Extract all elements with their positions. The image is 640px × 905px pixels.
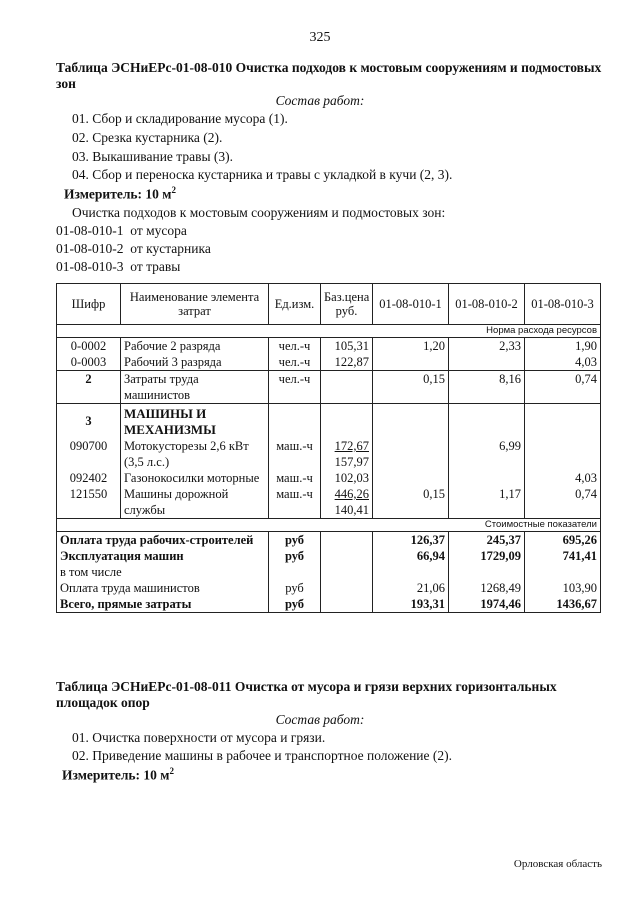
table1-work-3: 03. Выкашивание травы (3). — [72, 149, 234, 164]
variant-code: 01-08-010-1 — [56, 223, 124, 238]
row-code: 121550 — [57, 486, 121, 519]
cost-v3: 741,41 — [525, 548, 601, 564]
cost-v2: 245,37 — [449, 532, 525, 549]
row-v3: 0,74 — [525, 371, 601, 404]
section-norm-label: Норма расхода ресурсов — [57, 325, 601, 338]
table-header-row — [57, 284, 601, 325]
row-price: 122,87 — [321, 354, 373, 371]
cost-name: Оплата труда рабочих-строителей — [57, 532, 269, 549]
row-unit: маш.-ч — [269, 438, 321, 470]
row-price: 172,67 — [334, 439, 369, 453]
row-price-cell — [321, 486, 373, 519]
row-code: 0-0002 — [57, 338, 121, 355]
header-code: Шифр — [57, 284, 121, 325]
section-cost-label: Стоимостные показатели — [57, 519, 601, 532]
table2-meter — [62, 766, 174, 784]
section-norm-row — [57, 325, 601, 338]
variant-desc: от травы — [130, 259, 181, 274]
row-price: 105,31 — [321, 338, 373, 355]
table1-work-1: 01. Сбор и складирование мусора (1). — [72, 111, 288, 126]
table2-meter-label: Измеритель: 10 м — [62, 767, 170, 783]
cost-name: в том числе — [57, 564, 269, 580]
row-name: Рабочий 3 разряда — [121, 354, 269, 371]
cost-v1: 193,31 — [373, 596, 449, 613]
row-v3 — [525, 404, 601, 439]
cost-unit — [269, 564, 321, 580]
cost-unit: руб — [269, 548, 321, 564]
row-v1: 1,20 — [373, 338, 449, 355]
header-name: Наименование элемента затрат — [121, 284, 269, 325]
cost-v3: 1436,67 — [525, 596, 601, 613]
table2-composition-heading: Состав работ: — [275, 712, 365, 727]
table1-variant-2 — [56, 241, 211, 257]
variant-desc: от кустарника — [130, 241, 211, 256]
row-unit: маш.-ч — [269, 470, 321, 486]
table2-meter-sup: 2 — [169, 766, 174, 776]
row-unit: чел.-ч — [269, 354, 321, 371]
cost-name: Оплата труда машинистов — [57, 580, 269, 596]
row-v1 — [373, 404, 449, 439]
cost-price-empty — [321, 580, 373, 596]
variant-code: 01-08-010-2 — [56, 241, 124, 256]
header-price: Баз.цена руб. — [321, 284, 373, 325]
row-v2: 8,16 — [449, 371, 525, 404]
row-name: Мотокусторезы 2,6 кВт (3,5 л.с.) — [121, 438, 269, 470]
row-v1 — [373, 470, 449, 486]
row-code: 0-0003 — [57, 354, 121, 371]
table-row — [57, 371, 601, 404]
table1-work-4: 04. Сбор и переноска кустарника и травы с укладкой в кучи (2, 3). — [72, 167, 453, 182]
table-row — [57, 404, 601, 439]
row-name: Рабочие 2 разряда — [121, 338, 269, 355]
cost-name: Эксплуатация машин — [57, 548, 269, 564]
row-name: Газонокосилки моторные — [121, 470, 269, 486]
cost-v2: 1974,46 — [449, 596, 525, 613]
table1-variant-3 — [56, 259, 180, 275]
table1-work-2: 02. Срезка кустарника (2). — [72, 130, 223, 145]
cost-v3 — [525, 564, 601, 580]
cost-unit: руб — [269, 532, 321, 549]
section-cost-row — [57, 519, 601, 532]
row-v3: 0,74 — [525, 486, 601, 519]
row-v2 — [449, 404, 525, 439]
cost-price-empty — [321, 532, 373, 549]
row-v2 — [449, 470, 525, 486]
row-v1 — [373, 438, 449, 470]
table1-composition-heading: Состав работ: — [275, 93, 365, 108]
row-v3: 4,03 — [525, 354, 601, 371]
row-v1: 0,15 — [373, 486, 449, 519]
resource-table — [56, 283, 601, 613]
row-v1 — [373, 354, 449, 371]
row-price: 446,26 — [334, 487, 369, 501]
cost-price-empty — [321, 548, 373, 564]
row-code: 090700 — [57, 438, 121, 470]
cost-row — [57, 548, 601, 564]
table2-title-line2: площадок опор — [56, 695, 150, 710]
cost-row — [57, 580, 601, 596]
cost-row — [57, 532, 601, 549]
cost-row — [57, 564, 601, 580]
header-unit: Ед.изм. — [269, 284, 321, 325]
row-v2: 1,17 — [449, 486, 525, 519]
table-row — [57, 338, 601, 355]
row-unit: маш.-ч — [269, 486, 321, 519]
variant-code: 01-08-010-3 — [56, 259, 124, 274]
table1-meter-label: Измеритель: 10 м — [64, 186, 172, 202]
row-code: 092402 — [57, 470, 121, 486]
row-unit: чел.-ч — [269, 338, 321, 355]
row-unit — [269, 404, 321, 439]
cost-v2: 1268,49 — [449, 580, 525, 596]
row-v2: 2,33 — [449, 338, 525, 355]
table-row — [57, 470, 601, 486]
row-price2: 140,41 — [334, 503, 369, 517]
row-price-cell — [321, 438, 373, 470]
page-number: 325 — [309, 30, 331, 45]
table2-title-line1: Таблица ЭСНиЕРс-01-08-011 Очистка от мусора и грязи верхних горизонтальных — [56, 679, 557, 694]
cost-v1 — [373, 564, 449, 580]
row-name: МАШИНЫ И МЕХАНИЗМЫ — [121, 404, 269, 439]
row-v2: 6,99 — [449, 438, 525, 470]
table1-meter — [64, 185, 176, 203]
row-v3 — [525, 438, 601, 470]
table-row — [57, 438, 601, 470]
table1-title-line1: Таблица ЭСНиЕРс-01-08-010 Очистка подходов к мостовым сооружениям и подмостовых — [56, 60, 602, 75]
cost-v1: 21,06 — [373, 580, 449, 596]
table-row — [57, 486, 601, 519]
table1-meter-sup: 2 — [171, 185, 176, 195]
row-code: 3 — [57, 404, 121, 439]
table2-work-1: 01. Очистка поверхности от мусора и грязи. — [72, 730, 326, 745]
cost-unit: руб — [269, 580, 321, 596]
table1-intro: Очистка подходов к мостовым сооружениям и подмостовых зон: — [72, 205, 446, 220]
row-v2 — [449, 354, 525, 371]
row-price — [321, 371, 373, 404]
cost-price-empty — [321, 596, 373, 613]
row-name: Машины дорожной службы — [121, 486, 269, 519]
cost-name: Всего, прямые затраты — [57, 596, 269, 613]
table-row — [57, 354, 601, 371]
header-c2: 01-08-010-2 — [449, 284, 525, 325]
cost-v1: 66,94 — [373, 548, 449, 564]
row-price: 102,03 — [321, 470, 373, 486]
table1-variant-1 — [56, 223, 187, 239]
cost-v2 — [449, 564, 525, 580]
variant-desc: от мусора — [130, 223, 187, 238]
row-v3: 4,03 — [525, 470, 601, 486]
row-unit: чел.-ч — [269, 371, 321, 404]
cost-unit: руб — [269, 596, 321, 613]
row-v3: 1,90 — [525, 338, 601, 355]
row-code: 2 — [57, 371, 121, 404]
cost-v1: 126,37 — [373, 532, 449, 549]
cost-row — [57, 596, 601, 613]
row-price2: 157,97 — [334, 455, 369, 469]
header-c3: 01-08-010-3 — [525, 284, 601, 325]
table1-title-line2: зон — [56, 76, 76, 91]
cost-v3: 103,90 — [525, 580, 601, 596]
footer-region: Орловская область — [513, 858, 602, 870]
cost-v2: 1729,09 — [449, 548, 525, 564]
cost-v3: 695,26 — [525, 532, 601, 549]
row-name: Затраты труда машинистов — [121, 371, 269, 404]
cost-price-empty — [321, 564, 373, 580]
header-c1: 01-08-010-1 — [373, 284, 449, 325]
row-price — [321, 404, 373, 439]
row-v1: 0,15 — [373, 371, 449, 404]
table2-work-2: 02. Приведение машины в рабочее и транспортное положение (2). — [72, 748, 452, 763]
